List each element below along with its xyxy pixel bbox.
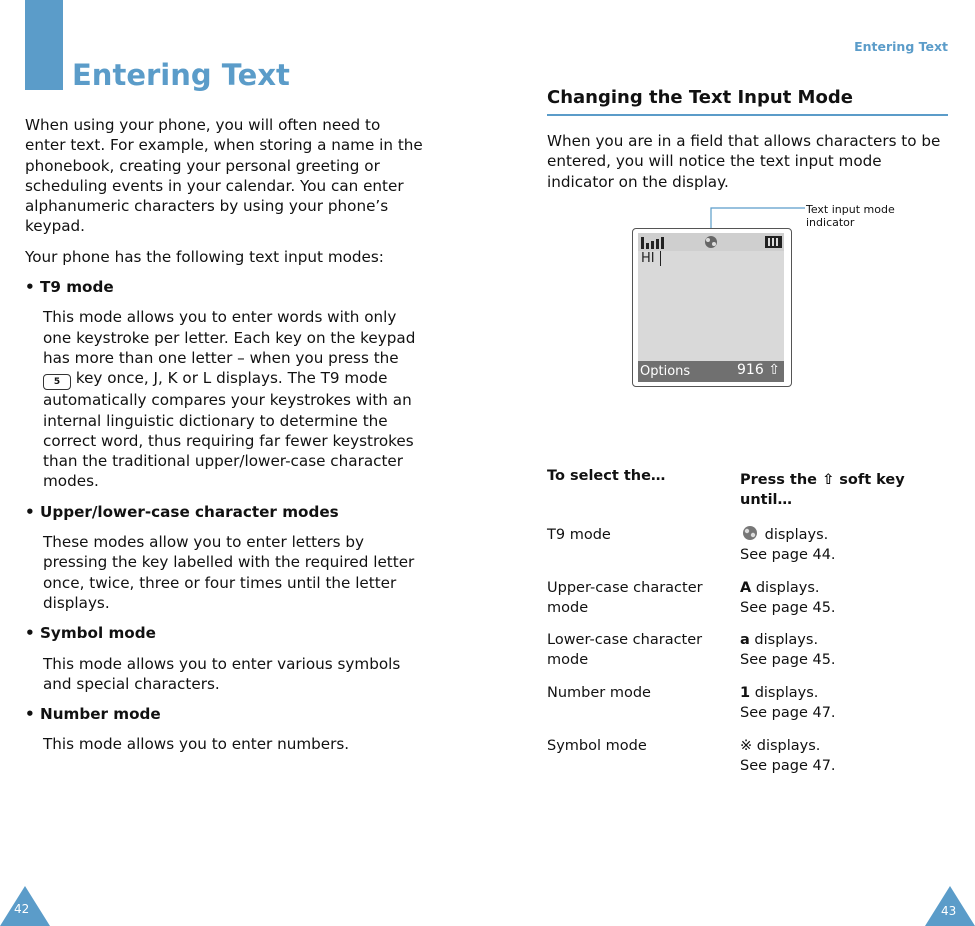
t9-indicator-icon [702,234,722,250]
page-reference: See page 47. [740,758,836,775]
section-divider [547,114,948,116]
table-row-mode: Upper-case character mode [547,580,703,617]
callout-label: Text input mode indicator [806,203,895,229]
t9-mode-heading: • T9 mode [25,278,114,297]
t9-text-after-key: key once, J, K or L displays. The T9 mode automatically compares your keystrokes with an internal linguistic dictionary to determine the correct word, thus requiring far fewer keystrokes than the traditional upper/lower-case character modes. [43,369,414,491]
number-mode-heading: • Number mode [25,705,161,724]
shift-key-icon: ⇧ [822,472,835,488]
counter-value: 916 [737,362,764,378]
table-row-mode: T9 mode [547,527,611,543]
mode-indicator: 1 [740,685,751,701]
signal-strength-icon [640,234,670,250]
right-page-number: 43 [941,904,957,918]
result-text: displays. [764,527,829,543]
text-cursor [660,251,661,266]
number-mode-description: This mode allows you to enter numbers. [43,735,350,754]
symbol-mode-description: This mode allows you to enter various symbols and special characters. [43,654,401,693]
table-row-result [740,525,940,566]
page-reference: See page 45. [740,600,836,617]
page-reference: See page 47. [740,705,836,722]
symbol-mode-heading: • Symbol mode [25,624,156,643]
table-header-mode: To select the… [547,468,666,484]
table-row-result [740,736,940,777]
battery-icon [764,235,784,249]
title-accent-block [25,0,63,90]
page-reference: See page 44. [740,547,836,564]
key-5-label: 5 [53,377,61,388]
table-header-action [740,470,940,510]
result-text: displays. [754,685,819,701]
case-mode-description: These modes allow you to enter letters by pressing the key labelled with the required letter once, twice, three or four times until the letter displays. [43,533,415,612]
intro-paragraph: When using your phone, you will often need to enter text. For example, when storing a name in the phonebook, creating your personal greeting or scheduling events in your calendar. You can enter alphanumeric characters by using your phone’s keypad. [25,116,423,236]
left-page-number: 42 [14,902,30,916]
mode-indicator: a [740,632,750,648]
shift-softkey-icon[interactable]: ⇧ [768,362,780,378]
t9-indicator-icon [740,525,760,541]
header-action-b: soft key until… [740,472,905,508]
section-intro: When you are in a field that allows characters to be entered, you will notice the text input mode indicator on the display. [547,132,941,191]
modes-intro: Your phone has the following text input modes: [25,247,384,266]
running-head: Entering Text [854,39,948,54]
result-text: displays. [755,580,820,596]
page-reference: See page 45. [740,652,836,669]
left-column [25,115,425,765]
table-row-mode: Lower-case character mode [547,632,703,669]
symbol-indicator-icon: ※ [740,738,753,754]
table-row-result [740,578,940,619]
t9-mode-description [43,307,425,491]
phone-entered-text: HI [641,251,655,266]
table-row-mode: Number mode [547,685,651,701]
page-title: Entering Text [72,58,290,92]
table-row-result [740,630,940,671]
t9-text-before-key: This mode allows you to enter words with only one keystroke per letter. Each key on the keypad has more than one letter – when you press the [43,308,416,367]
result-text: displays. [756,738,821,754]
section-title: Changing the Text Input Mode [547,87,853,108]
table-row-result [740,683,940,724]
options-softkey[interactable]: Options [640,364,691,379]
case-mode-heading: • Upper/lower-case character modes [25,502,339,521]
mode-indicator: A [740,580,752,596]
result-text: displays. [754,632,819,648]
header-action-a: Press the [740,472,818,488]
table-row-mode: Symbol mode [547,738,647,754]
key-5-icon [43,374,71,390]
character-counter [737,362,780,378]
